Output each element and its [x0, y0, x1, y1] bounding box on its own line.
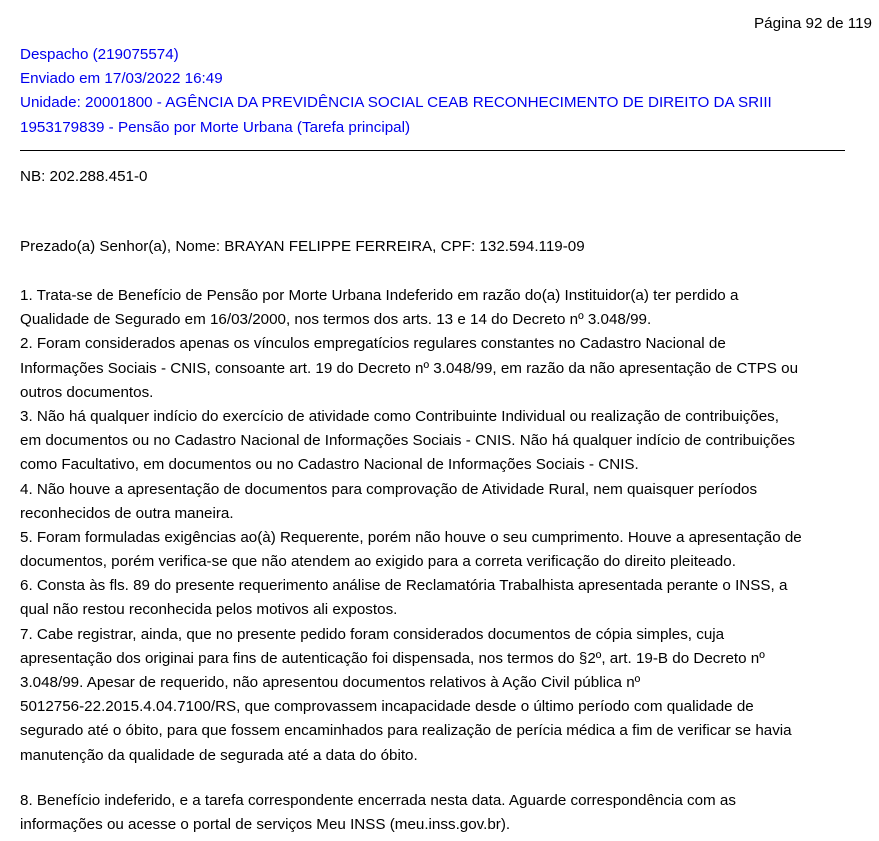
body-line: Qualidade de Segurado em 16/03/2000, nos termos dos arts. 13 e 14 do Decreto nº 3.048/99. — [20, 311, 652, 329]
benefit-number: NB: 202.288.451-0 — [20, 168, 148, 185]
body-line: 3. Não há qualquer indício do exercício de atividade como Contribuinte Individual ou realização de contribuições, — [20, 407, 779, 425]
body-line: reconhecidos de outra maneira. — [20, 504, 234, 522]
sent-date: Enviado em 17/03/2022 16:49 — [20, 70, 223, 88]
final-line: informações ou acesse o portal de serviços Meu INSS (meu.inss.gov.br). — [20, 816, 511, 834]
header-divider — [20, 150, 845, 151]
body-line: segurado até o óbito, para que fossem encaminhados para realização de perícia médica a fim de verificar se havia — [20, 722, 792, 740]
body-line: 2. Foram considerados apenas os vínculos empregatícios regulares constantes no Cadastro Nacional de — [20, 335, 726, 353]
decision-body — [20, 287, 850, 771]
despacho-id: Despacho (219075574) — [20, 46, 179, 63]
body-line: 5. Foram formuladas exigências ao(à) Requerente, porém não houve o seu cumprimento. Houve a apresentação de — [20, 528, 802, 546]
body-line: apresentação dos originai para fins de autenticação foi dispensada, nos termos do §2º, art. 19-B do Decreto nº — [20, 649, 765, 667]
body-line: 3.048/99. Apesar de requerido, não apresentou documentos relativos à Ação Civil pública nº — [20, 674, 641, 691]
body-line: outros documentos. — [20, 383, 154, 401]
body-line: Informações Sociais - CNIS, consoante art. 19 do Decreto nº 3.048/99, em razão da não apresentação de CTPS ou — [20, 359, 799, 377]
task-name: 1953179839 - Pensão por Morte Urbana (Tarefa principal) — [20, 118, 411, 136]
body-line: 7. Cabe registrar, ainda, que no presente pedido foram considerados documentos de cópia simples, cuja — [20, 625, 725, 643]
body-line: como Facultativo, em documentos ou no Cadastro Nacional de Informações Sociais - CNIS. — [20, 456, 639, 474]
unit-name: Unidade: 20001800 - AGÊNCIA DA PREVIDÊNCIA SOCIAL CEAB RECONHECIMENTO DE DIREITO DA SRIII — [20, 94, 772, 112]
body-line: 6. Consta às fls. 89 do presente requerimento análise de Reclamatória Trabalhista apresentada perante o INSS, a — [20, 577, 788, 595]
body-line: 5012756-22.2015.4.04.7100/RS, que comprovassem incapacidade desde o último período com qualidade de — [20, 698, 754, 716]
page-number: Página 92 de 119 — [754, 15, 872, 32]
body-line: manutenção da qualidade de segurada até a data do óbito. — [20, 746, 418, 764]
body-line: 4. Não houve a apresentação de documentos para comprovação de Atividade Rural, nem quaisquer períodos — [20, 480, 758, 498]
greeting-line: Prezado(a) Senhor(a), Nome: BRAYAN FELIPPE FERREIRA, CPF: 132.594.119-09 — [20, 238, 585, 255]
body-line: documentos, porém verifica-se que não atendem ao exigido para a correta verificação do direito pleiteado. — [20, 553, 736, 571]
final-paragraph — [20, 792, 850, 840]
document-header — [20, 46, 772, 143]
final-line: 8. Benefício indeferido, e a tarefa correspondente encerrada nesta data. Aguarde correspondência com as — [20, 792, 736, 809]
body-line: em documentos ou no Cadastro Nacional de Informações Sociais - CNIS. Não há qualquer indício de contribuições — [20, 432, 795, 450]
body-line: qual não restou reconhecida pelos motivos ali expostos. — [20, 601, 398, 619]
body-line: 1. Trata-se de Benefício de Pensão por Morte Urbana Indeferido em razão do(a) Instituidor(a) ter perdido a — [20, 287, 739, 304]
